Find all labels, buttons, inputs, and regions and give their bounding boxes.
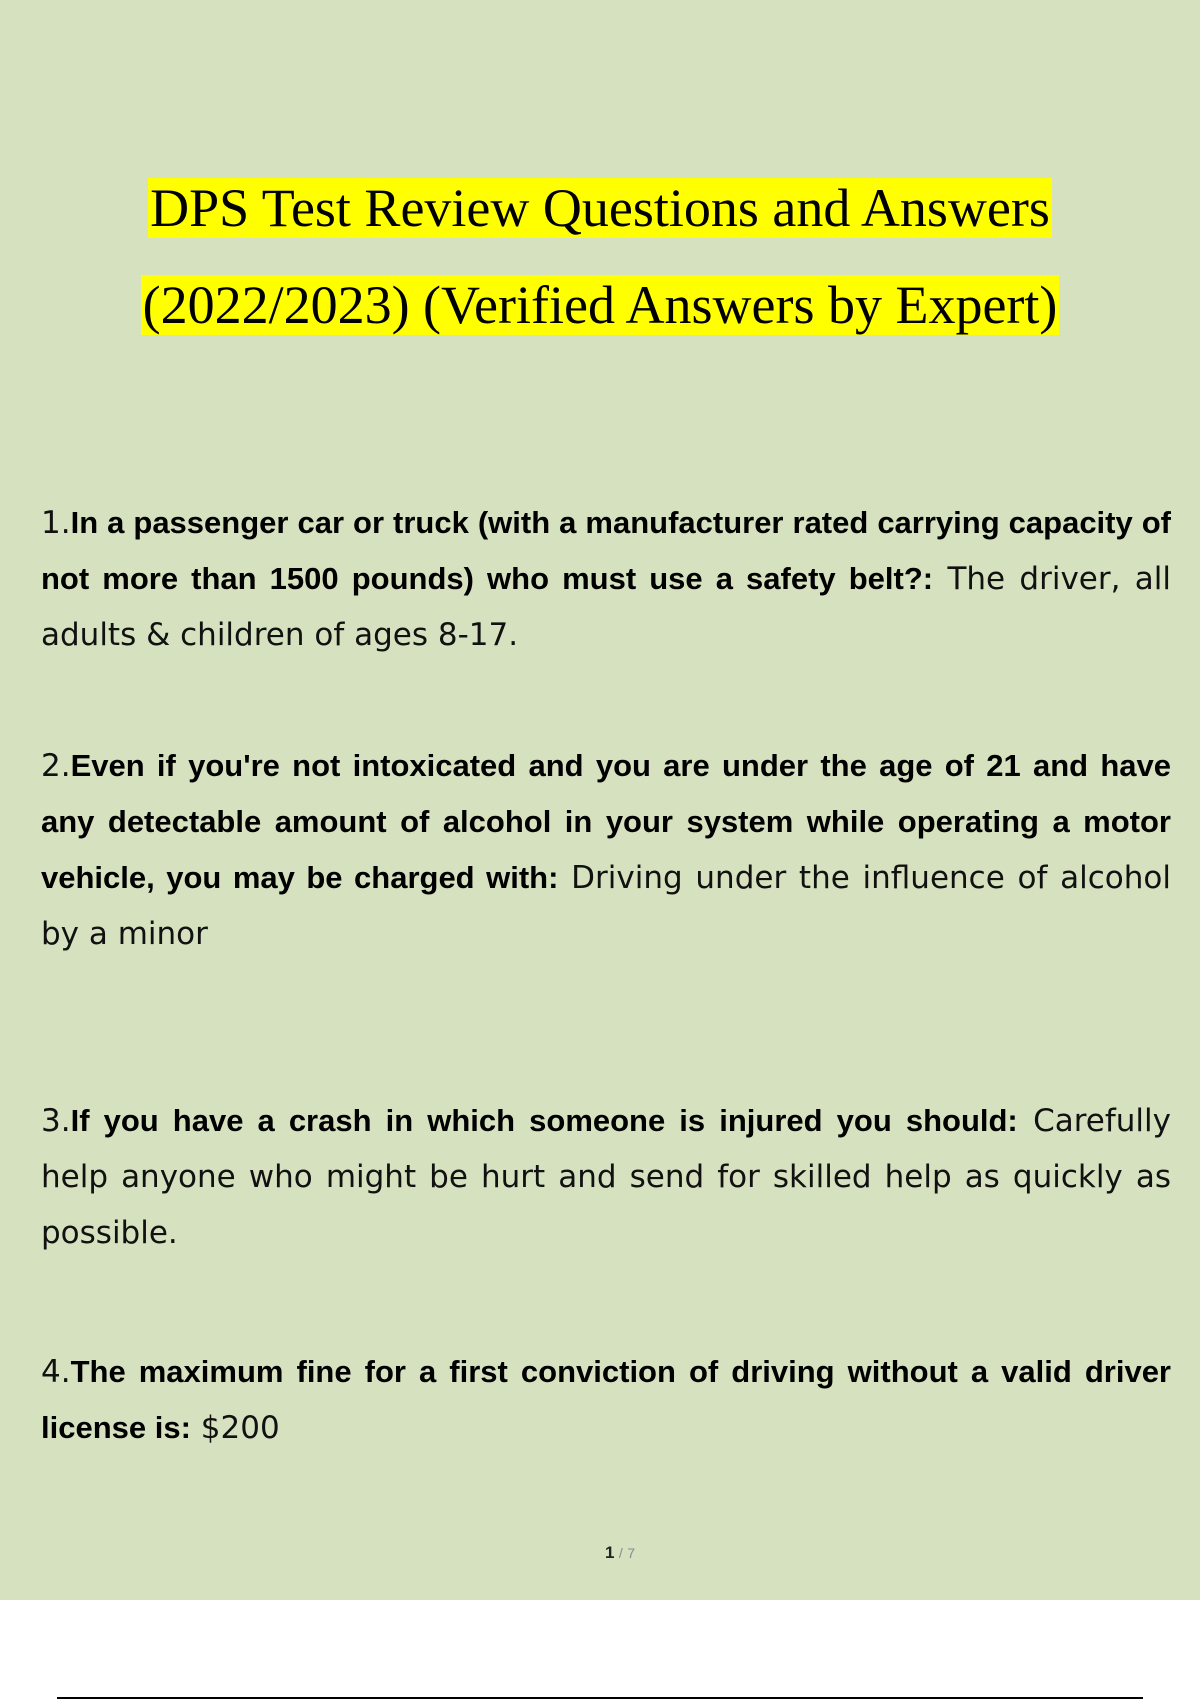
question-item-1 <box>41 495 1171 663</box>
total-pages: 7 <box>627 1545 636 1561</box>
page-indicator <box>0 1543 1200 1563</box>
answer-text: The driver, all adults & children of ages 8-17. <box>41 561 1172 653</box>
page-separator: / <box>618 1545 623 1561</box>
title-line-2: (2022/2023) (Verified Answers by Expert) <box>142 275 1058 335</box>
question-item-4 <box>41 1344 1171 1456</box>
question-text: The maximum fine for a first conviction of driving without a valid driver license is: <box>41 1354 1171 1445</box>
question-text: If you have a crash in which someone is injured you should: <box>70 1103 1018 1138</box>
question-number: 2. <box>41 748 71 784</box>
document-title <box>0 160 1200 354</box>
answer-text: $200 <box>200 1410 280 1446</box>
question-text: Even if you're not intoxicated and you are under the age of 21 and have any detectable amount of alcohol in your system while operating a motor vehicle, you may be charged with: <box>41 748 1171 895</box>
question-number: 4. <box>41 1354 71 1390</box>
answer-text: Carefully help anyone who might be hurt and send for skilled help as quickly as possible. <box>41 1103 1172 1251</box>
answer-text: Driving under the influence of alcohol by a minor <box>41 860 1171 952</box>
question-item-2 <box>41 738 1171 962</box>
current-page-number: 1 <box>604 1543 615 1562</box>
question-text: In a passenger car or truck (with a manufacturer rated carrying capacity of not more than 1500 pounds) who must use a safety belt?: <box>41 505 1171 596</box>
question-item-3 <box>41 1093 1171 1261</box>
next-page-divider <box>57 1697 1143 1699</box>
question-number: 3. <box>41 1103 71 1139</box>
question-number: 1. <box>41 505 71 541</box>
title-line-1: DPS Test Review Questions and Answers <box>150 178 1050 238</box>
